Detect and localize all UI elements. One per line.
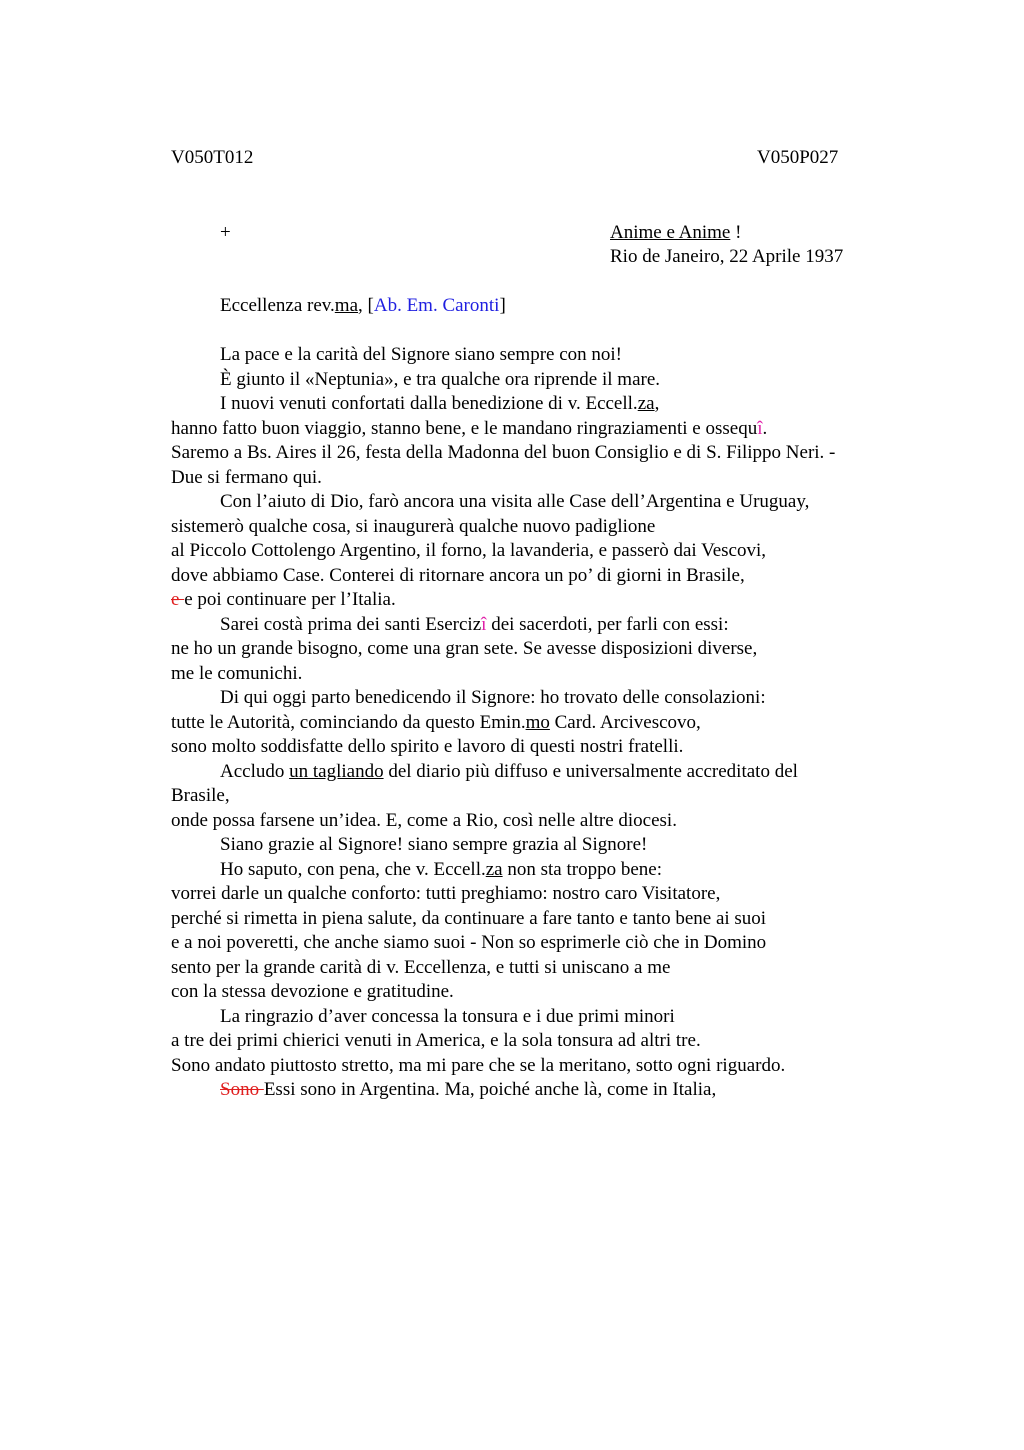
document-code-left: V050T012: [171, 147, 254, 168]
text-segment: dei sacerdoti, per farli con essi:: [486, 613, 729, 635]
deleted-text: e: [171, 589, 185, 610]
text-segment: .: [762, 417, 768, 439]
salutation-recipient: Ab. Em. Caronti: [373, 295, 500, 316]
body-line: [171, 711, 911, 736]
text-segment: e poi continuare per l’Italia.: [184, 589, 396, 610]
body-line: Saremo a Bs. Aires il 26, festa della Madonna del buon Consiglio e di S. Filippo Neri. -: [171, 442, 836, 463]
body-line: dove abbiamo Case. Conterei di ritornare ancora un po’ di giorni in Brasile,: [171, 564, 745, 586]
body-line: perché si rimetta in piena salute, da continuare a fare tanto e tanto bene ai suoi: [171, 907, 767, 929]
body-line: [171, 1078, 911, 1103]
document-code-right: V050P027: [757, 147, 839, 168]
text-segment: Card. Arcivescovo,: [549, 711, 701, 733]
body-line: sono molto soddisfatte dello spirito e lavoro di questi nostri fratelli.: [171, 736, 684, 757]
highlighted-char: î: [481, 613, 487, 635]
salutation-mid: , [: [358, 295, 374, 316]
body-line: onde possa farsene un’idea. E, come a Rio, così nelle altre diocesi.: [171, 809, 677, 831]
body-line: Due si fermano qui.: [171, 466, 322, 488]
body-line: a tre dei primi chierici venuti in America, e la sola tonsura ad altri tre.: [171, 1030, 701, 1051]
body-line: Di qui oggi parto benedicendo il Signore: ho trovato delle consolazioni:: [220, 687, 766, 708]
body-line: [171, 760, 911, 785]
body-line: La pace e la carità del Signore siano sempre con noi!: [220, 344, 622, 365]
letter-heading: [610, 221, 741, 245]
salutation-prefix: Eccellenza rev.: [220, 295, 335, 316]
highlighted-char: î: [757, 417, 763, 439]
heading-title-suffix: !: [730, 222, 742, 243]
text-segment: hanno fatto buon viaggio, stanno bene, e le mandano ringraziamenti e ossequ: [171, 417, 758, 439]
text-segment: Ho saputo, con pena, che v. Eccell.: [220, 858, 486, 880]
body-line: me le comunichi.: [171, 662, 303, 684]
body-line: ne ho un grande bisogno, come una gran sete. Se avesse disposizioni diverse,: [171, 638, 758, 659]
salutation-abbrev: ma: [334, 295, 359, 316]
abbrev-underlined: mo: [525, 711, 550, 733]
body-line: Con l’aiuto di Dio, farò ancora una visita alle Case dell’Argentina e Uruguay,: [220, 491, 810, 512]
cross-symbol: +: [220, 222, 231, 243]
text-segment: Sarei costà prima dei santi Eserciz: [220, 613, 482, 635]
body-line: [171, 613, 911, 638]
text-segment: non sta troppo bene:: [502, 858, 662, 880]
text-segment: I nuovi venuti confortati dalla benedizione di v. Eccell.: [220, 393, 638, 414]
body-line: La ringrazio d’aver concessa la tonsura e i due primi minori: [220, 1005, 675, 1027]
body-line: [171, 392, 911, 417]
text-segment: Accludo: [220, 760, 290, 782]
body-line: Sono andato piuttosto stretto, ma mi pare che se la meritano, sotto ogni riguardo.: [171, 1054, 786, 1076]
body-line: vorrei darle un qualche conforto: tutti preghiamo: nostro caro Visitatore,: [171, 883, 721, 904]
salutation-close: ]: [499, 295, 506, 316]
salutation: [220, 294, 506, 318]
body-line: e a noi poveretti, che anche siamo suoi - Non so esprimerle ciò che in Domino: [171, 932, 767, 953]
body-line: Siano grazie al Signore! siano sempre grazia al Signore!: [220, 834, 648, 855]
body-line: al Piccolo Cottolengo Argentino, il forno, la lavanderia, e passerò dai Vescovi,: [171, 540, 767, 561]
body-line: Brasile,: [171, 785, 230, 806]
text-segment: tutte le Autorità, cominciando da questo Emin.: [171, 711, 526, 733]
text-segment: del diario più diffuso e universalmente accreditato del: [383, 760, 798, 782]
deleted-text: Sono: [220, 1079, 264, 1100]
body-line: sento per la grande carità di v. Eccellenza, e tutti si uniscano a me: [171, 956, 671, 978]
body-line: con la stessa devozione e gratitudine.: [171, 981, 454, 1002]
body-line: sistemerò qualche cosa, si inaugurerà qualche nuovo padiglione: [171, 515, 656, 537]
body-line: [171, 588, 911, 613]
body-line: È giunto il «Neptunia», e tra qualche ora riprende il mare.: [220, 368, 661, 390]
body-line: [171, 417, 911, 442]
text-segment: ,: [654, 393, 660, 414]
letter-body: [171, 343, 911, 1103]
text-segment: Essi sono in Argentina. Ma, poiché anche là, come in Italia,: [263, 1079, 717, 1100]
abbrev-underlined: za: [485, 858, 503, 880]
place-date: Rio de Janeiro, 22 Aprile 1937: [610, 246, 844, 267]
abbrev-underlined: za: [637, 393, 655, 414]
underlined-text: un tagliando: [289, 760, 384, 782]
body-line: [171, 858, 911, 883]
heading-title: Anime e Anime: [610, 222, 731, 243]
